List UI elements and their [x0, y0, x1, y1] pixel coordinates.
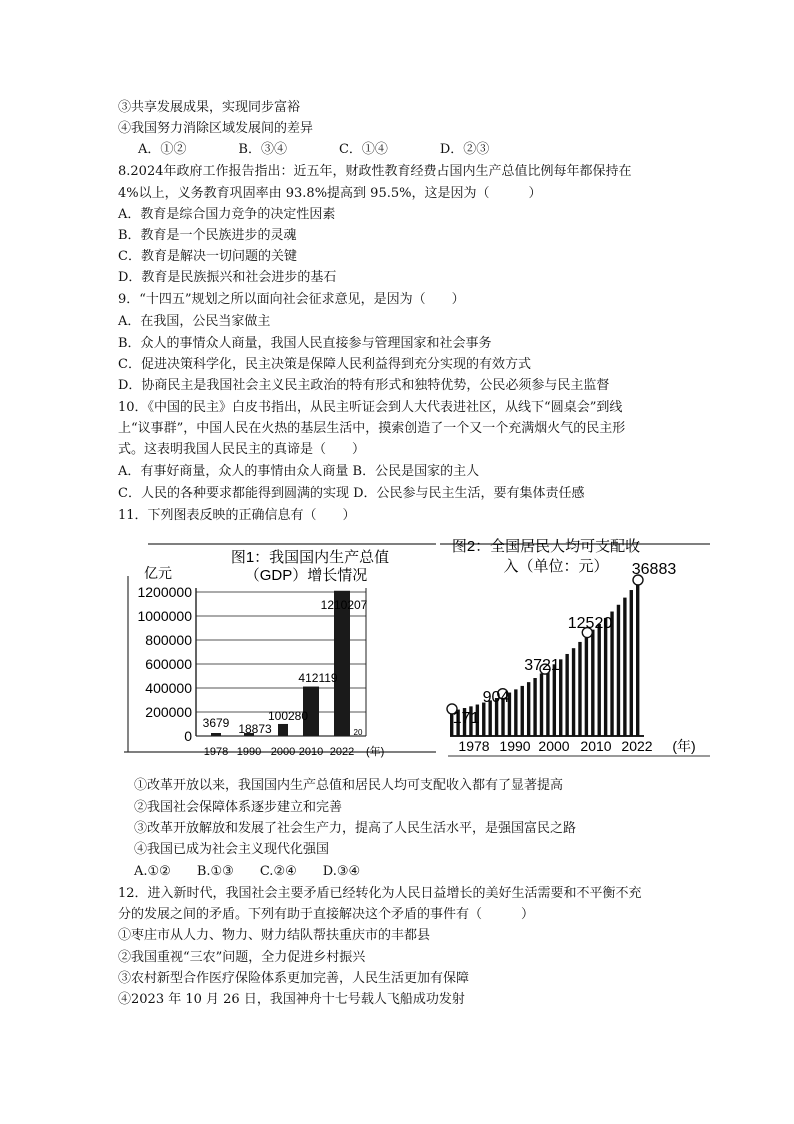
income-chart-bar — [540, 673, 543, 736]
q8-stem-line-1: 8.2024年政府工作报告指出：近五年，财政性教育经费占国内生产总值比例每年都保持在 — [118, 164, 632, 179]
q9-option-a: A．在我国，公民当家做主 — [118, 314, 271, 329]
income-chart-bar — [553, 664, 556, 736]
q7-choices: A．①② B．③④ C．①④ D．②③ — [138, 142, 490, 157]
gdp-chart-x-tick-label: 2022 — [329, 746, 355, 758]
gdp-chart — [124, 544, 436, 758]
income-chart-value-label: 904 — [482, 689, 510, 706]
gdp-chart-x-tick-label: 1990 — [236, 746, 262, 758]
q12-option-1: ①枣庄市从人力、物力、财力结队帮扶重庆市的丰都县 — [118, 928, 431, 943]
gdp-chart-value-label: 412119 — [298, 671, 338, 685]
gdp-chart-y-tick-label: 0 — [184, 728, 192, 744]
q10-stem-line-2: 上“议事群”，中国人民在火热的基层生活中，摸索创造了一个又一个充满烟火气的民主形 — [118, 421, 626, 436]
income-chart-bar — [630, 590, 633, 736]
income-chart-bar — [572, 648, 575, 736]
gdp-chart-y-tick-label: 1000000 — [137, 608, 192, 624]
income-chart-value-label: 12520 — [567, 615, 613, 632]
q11-option-3: ③改革开放解放和发展了社会生产力，提高了人民生活水平，是强国富民之路 — [134, 821, 577, 836]
q10-options-cd: C．人民的各种要求都能得到圆满的实现 D．公民参与民主生活，要有集体责任感 — [118, 486, 585, 501]
income-chart-value-label: 3721 — [524, 657, 560, 674]
q12-stem-line-1: 12．进入新时代，我国社会主要矛盾已经转化为人民日益增长的美好生活需要和不平衡不充 — [118, 886, 642, 901]
gdp-chart-title-line-1: 图1：我国国内生产总值 — [230, 549, 390, 566]
gdp-chart-x-tick-label: 2010 — [298, 746, 324, 758]
income-chart-bar — [636, 582, 639, 736]
income-chart-bar — [533, 678, 536, 736]
q11-charts — [118, 530, 710, 762]
gdp-chart-x-tick-label: 1978 — [203, 746, 229, 758]
income-chart-bar — [521, 686, 524, 736]
gdp-chart-y-unit: 亿元 — [144, 565, 172, 581]
income-chart-title-line-2: 入（单位：元） — [503, 558, 609, 575]
q9-stem: 9．“十四五”规划之所以面向社会征求意见，是因为（ ） — [118, 292, 465, 307]
q8-option-c: C．教育是解决一切问题的关键 — [118, 249, 297, 264]
income-chart-bar — [546, 669, 549, 736]
income-chart-x-tick-label: 1990 — [499, 738, 531, 754]
q7-option-4: ④我国努力消除区域发展间的差异 — [118, 121, 314, 136]
income-chart-bar — [598, 624, 601, 736]
gdp-chart-y-tick-label: 800000 — [145, 632, 192, 648]
income-chart-value-label: 36883 — [631, 561, 677, 578]
income-chart-bar — [604, 618, 607, 736]
q8-stem-line-2: 4%以上，义务教育巩固率由 93.8%提高到 95.5%，这是因为（ ） — [118, 186, 542, 201]
gdp-chart-value-label: 3679 — [202, 716, 230, 730]
income-chart-x-unit: (年) — [672, 738, 696, 754]
income-chart-bar — [623, 598, 626, 736]
q11-choices: A.①② B.①③ C.②④ D.③④ — [134, 864, 361, 879]
q8-option-d: D．教育是民族振兴和社会进步的基石 — [118, 270, 337, 285]
q11-stem: 11．下列图表反映的正确信息有（ ） — [118, 508, 356, 523]
gdp-chart-y-tick-label: 400000 — [145, 680, 192, 696]
gdp-chart-value-label: 18873 — [238, 722, 272, 736]
gdp-chart-bar — [211, 733, 221, 736]
gdp-chart-bar — [278, 724, 288, 736]
gdp-chart-x-unit: (年) — [366, 746, 385, 758]
q9-option-c: C．促进决策科学化，民主决策是保障人民利益得到充分实现的有效方式 — [118, 357, 531, 372]
income-chart-bar — [591, 630, 594, 736]
income-chart-x-tick-label: 2010 — [580, 738, 612, 754]
q10-options-ab: A．有事好商量，众人的事情由众人商量 B．公民是国家的主人 — [118, 464, 480, 479]
q12-option-2: ②我国重视“三农”问题，全力促进乡村振兴 — [118, 950, 366, 965]
q11-option-4: ④我国已成为社会主义现代化强国 — [134, 842, 330, 857]
gdp-chart-small-mark: 20 — [353, 728, 363, 737]
income-chart-bar — [617, 605, 620, 736]
income-chart-bar — [585, 635, 588, 736]
q10-stem-line-3: 式。这表明我国人民民主的真谛是（ ） — [118, 442, 366, 457]
income-chart-title-line-1: 图2：全国居民人均可支配收 — [451, 538, 641, 555]
income-chart-x-tick-label: 2022 — [621, 738, 653, 754]
income-chart-bar — [578, 642, 581, 736]
income-chart-bar — [565, 654, 568, 736]
q8-option-b: B．教育是一个民族进步的灵魂 — [118, 228, 297, 243]
gdp-chart-y-tick-label: 1200000 — [137, 584, 192, 600]
income-chart — [440, 538, 710, 756]
q9-option-d: D．协商民主是我国社会主义民主政治的特有形式和独特优势，公民必须参与民主监督 — [118, 378, 610, 393]
gdp-chart-x-tick-label: 2000 — [270, 746, 296, 758]
income-chart-bar — [514, 689, 517, 736]
q9-option-b: B．众人的事情众人商量，我国人民直接参与管理国家和社会事务 — [118, 336, 492, 351]
gdp-chart-y-tick-label: 200000 — [145, 704, 192, 720]
q7-option-3: ③共享发展成果，实现同步富裕 — [118, 100, 301, 115]
income-chart-value-label: 171 — [452, 710, 480, 727]
gdp-chart-bar — [334, 591, 350, 736]
gdp-chart-y-tick-label: 600000 — [145, 656, 192, 672]
gdp-chart-value-label: 1210207 — [320, 598, 368, 612]
q12-option-3: ③农村新型合作医疗保险体系更加完善，人民生活更加有保障 — [118, 971, 470, 986]
q12-stem-line-2: 分的发展之间的矛盾。下列有助于直接解决这个矛盾的事件有（ ） — [118, 907, 535, 922]
income-chart-x-tick-label: 2000 — [538, 738, 570, 754]
q12-option-4: ④2023 年 10 月 26 日，我国神舟十七号载人飞船成功发射 — [118, 992, 465, 1007]
q11-option-2: ②我国社会保障体系逐步建立和完善 — [134, 800, 343, 815]
q8-option-a: A．教育是综合国力竞争的决定性因素 — [118, 207, 336, 222]
gdp-chart-title-line-2: （GDP）增长情况 — [244, 567, 368, 584]
income-chart-bar — [527, 682, 530, 736]
q10-stem-line-1: 10．《中国的民主》白皮书指出，从民主听证会到人大代表进社区，从线下“圆桌会”到线 — [118, 400, 623, 415]
income-chart-x-tick-label: 1978 — [458, 738, 490, 754]
income-chart-bar — [482, 703, 485, 736]
q11-option-1: ①改革开放以来，我国国内生产总值和居民人均可支配收入都有了显著提高 — [134, 778, 564, 793]
gdp-chart-value-label: 100280 — [267, 709, 309, 723]
